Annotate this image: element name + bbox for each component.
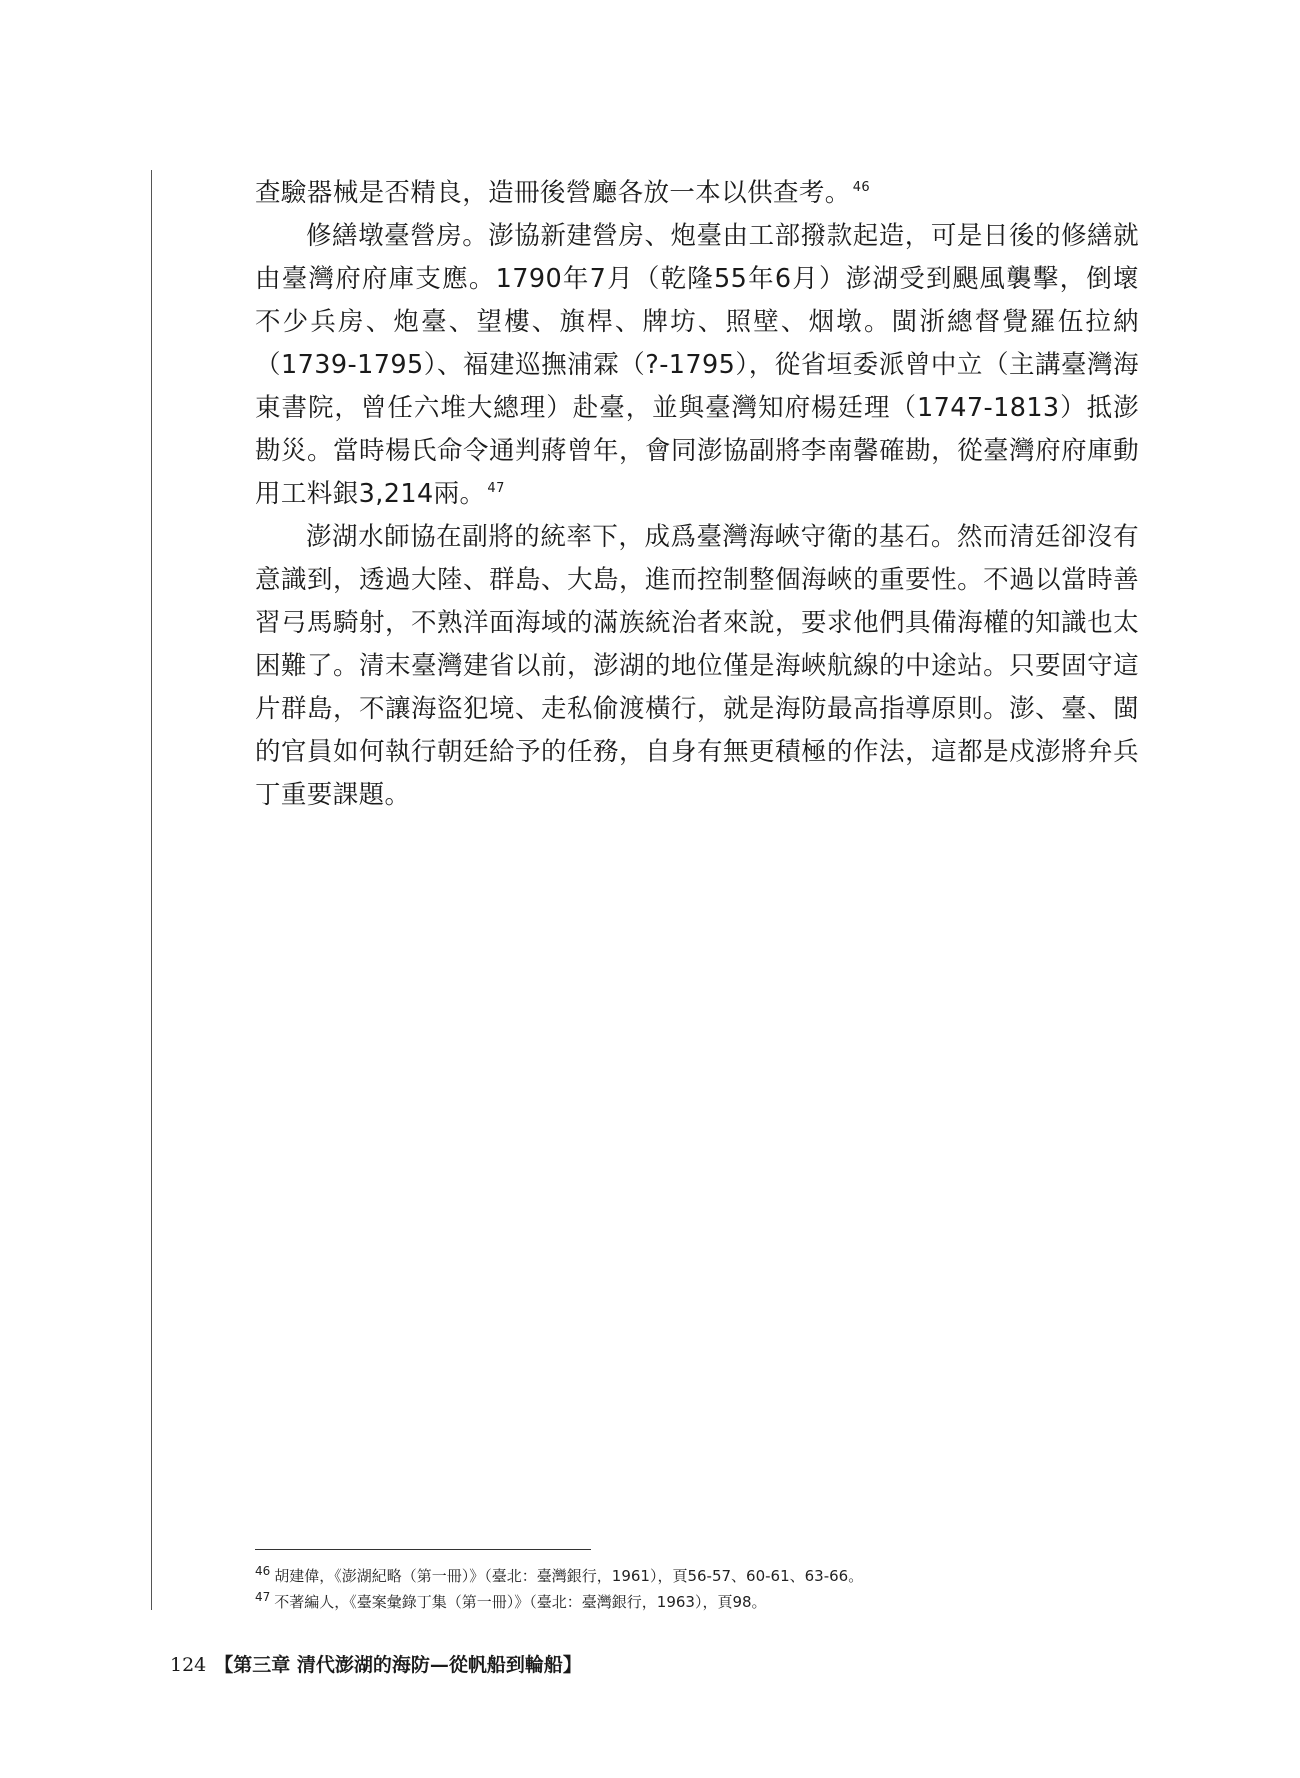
footnote-number: 47 bbox=[255, 1590, 271, 1604]
margin-rule bbox=[151, 170, 152, 1610]
paragraph-text: 澎湖水師協在副將的統率下，成爲臺灣海峽守衛的基石。然而清廷卻沒有意識到，透過大陸、群島、大島，進而控制整個海峽的重要性。不過以當時善習弓馬騎射，不熟洋面海域的滿族統治者來說，要求他們具備海權的知識也太困難了。清末臺灣建省以前，澎湖的地位僅是海峽航線的中途站。只要固守這片群島，不讓海盜犯境、走私偷渡橫行，就是海防最高指導原則。澎、臺、閩的官員如何執行朝廷給予的任務，自身有無更積極的作法，這都是戍澎將弁兵丁重要課題。 bbox=[255, 522, 1139, 810]
footnote-46 bbox=[255, 1563, 1155, 1589]
paragraph-text: 修繕墩臺營房。澎協新建營房、炮臺由工部撥款起造，可是日後的修繕就由臺灣府府庫支應。1790年7月（乾隆55年6月）澎湖受到颶風襲擊，倒壞不少兵房、炮臺、望樓、旗桿、牌坊、照壁、烟墩。閩浙總督覺羅伍拉納（1739-1795）、福建巡撫浦霖（?-1795），從省垣委派曾中立（主講臺灣海東書院，曾任六堆大總理）赴臺，並與臺灣知府楊廷理（1747-1813）抵澎勘災。當時楊氏命令通判蔣曾年，會同澎協副將李南馨確勘，從臺灣府府庫動用工料銀3,214兩。 bbox=[255, 221, 1139, 509]
footnote-separator bbox=[255, 1549, 591, 1550]
footnote-ref-46[interactable]: 46 bbox=[852, 180, 871, 195]
footnote-text: 胡建偉，《澎湖紀略（第一冊）》（臺北：臺灣銀行，1961），頁56-57、60-61、63-66。 bbox=[274, 1567, 864, 1585]
running-head: 【第三章 清代澎湖的海防—從帆船到輪船】 bbox=[214, 1654, 582, 1676]
paragraph-2 bbox=[255, 215, 1139, 516]
page-number: 124 bbox=[170, 1654, 207, 1676]
paragraph-text: 查驗器械是否精良，造冊後營廳各放一本以供查考。 bbox=[255, 178, 851, 208]
body-text bbox=[255, 172, 1139, 817]
footnote-text: 不著編人，《臺案彙錄丁集（第一冊）》（臺北：臺灣銀行，1963），頁98。 bbox=[274, 1593, 767, 1611]
footnotes bbox=[255, 1563, 1155, 1615]
footnote-ref-47[interactable]: 47 bbox=[487, 481, 505, 496]
footnote-47 bbox=[255, 1589, 1155, 1615]
paragraph-1 bbox=[255, 172, 1139, 215]
footnote-number: 46 bbox=[255, 1564, 271, 1578]
page-footer bbox=[170, 1653, 582, 1677]
paragraph-3 bbox=[255, 516, 1139, 817]
